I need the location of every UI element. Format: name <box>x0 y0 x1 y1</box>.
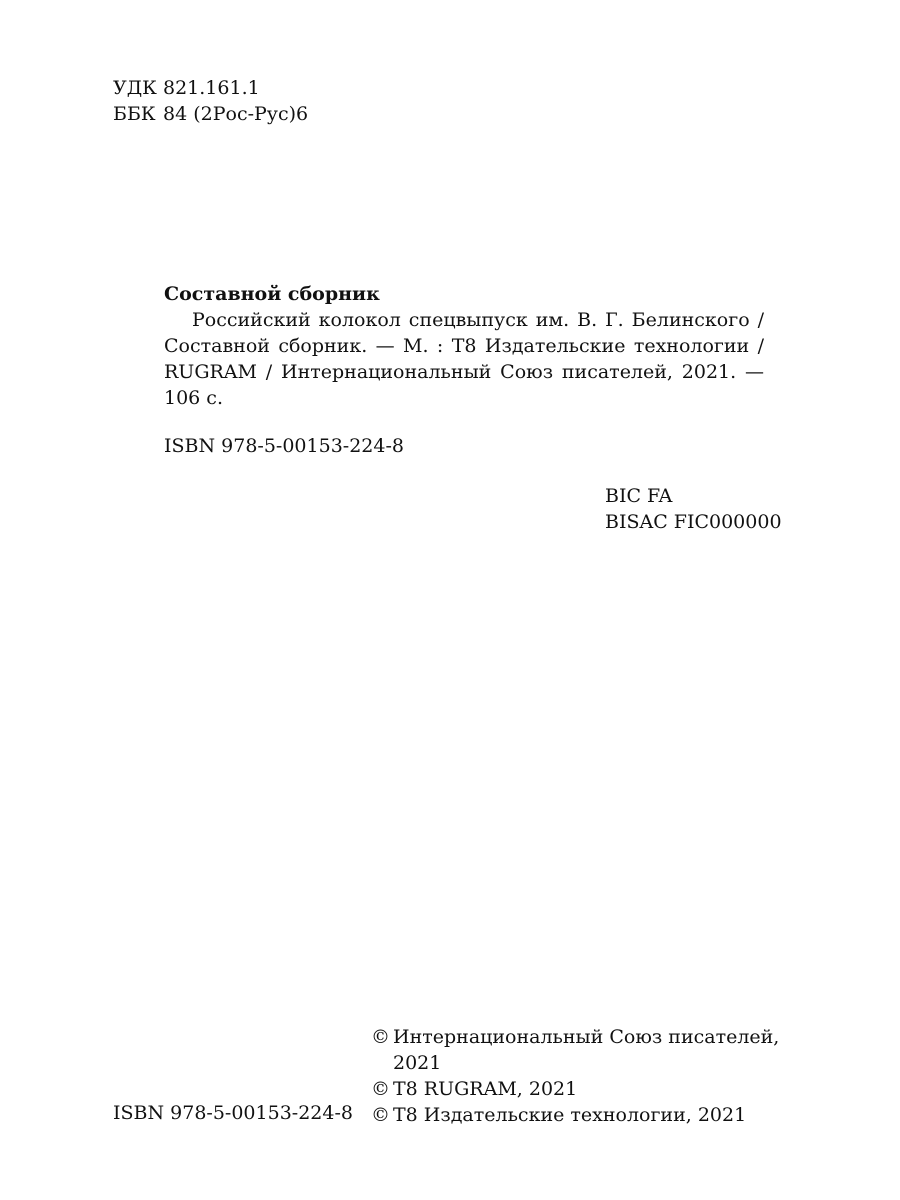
udk-value: 821.161.1 <box>163 77 260 99</box>
copyright-line <box>371 1076 791 1102</box>
collection-title: Составной сборник <box>164 283 380 305</box>
copyright-holder: Т8 Издательские технологии, 2021 <box>393 1104 747 1126</box>
record-isbn: ISBN 978-5-00153-224-8 <box>164 435 404 457</box>
bibliographic-record <box>164 281 764 459</box>
copyright-holder: Интернациональный Союз писателей, 2021 <box>393 1026 780 1074</box>
copyright-holder: Т8 RUGRAM, 2021 <box>393 1078 578 1100</box>
classification-codes <box>113 75 308 127</box>
copyright-line <box>371 1102 791 1128</box>
copyright-symbol: © <box>371 1026 390 1048</box>
copyright-symbol: © <box>371 1078 390 1100</box>
copyright-symbol: © <box>371 1104 390 1126</box>
bbk-value: 84 (2Рос-Рус)6 <box>163 103 309 125</box>
bbk-row <box>113 101 308 127</box>
bbk-label: ББК <box>113 103 156 125</box>
bic-code: BIC FA <box>605 485 673 507</box>
copyright-line <box>371 1024 791 1076</box>
udk-row <box>113 75 308 101</box>
bisac-code: BISAC FIC000000 <box>605 511 782 533</box>
udk-label: УДК <box>113 77 157 99</box>
subject-codes <box>605 483 782 535</box>
footer-isbn: ISBN 978-5-00153-224-8 <box>113 1102 353 1124</box>
copyright-notices <box>371 1024 791 1128</box>
bibliographic-description: Российский колокол спецвыпуск им. В. Г. Белинского / Составной сборник. — М. : Т8 Издательские технологии / RUGRAM / Интернациональный Союз писателей, 2021. — 106 с. <box>164 309 764 409</box>
